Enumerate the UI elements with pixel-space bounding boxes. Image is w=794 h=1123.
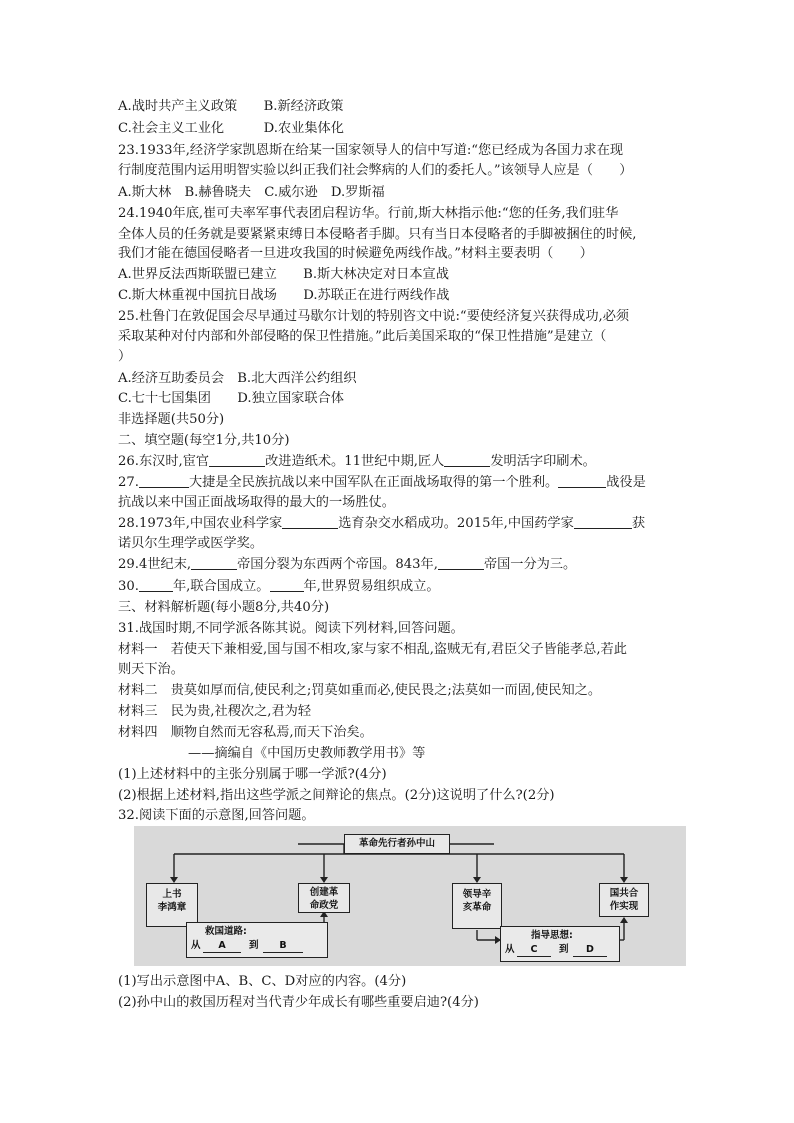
thought-title: 指导思想: [531, 930, 573, 941]
section-fill-blank: 二、填空题(每空1分,共10分) [118, 433, 290, 448]
material-4: 材料四 顺物自然而无容私焉,而天下治矣。 [118, 725, 373, 740]
q26-part3: 发明活字印刷术。 [490, 454, 596, 469]
thought-c: C [517, 943, 551, 957]
thought-d: D [573, 943, 607, 957]
q27-part3: 战役是 [606, 475, 646, 490]
diagram-box-party: 创建革 命政党 [298, 883, 350, 913]
road-title: 救国道路: [205, 926, 247, 937]
q22-options-ab: A.战时共产主义政策 B.新经济政策 [118, 99, 344, 114]
section-material: 三、材料解析题(每小题8分,共40分) [118, 600, 330, 615]
q23-stem-2: 行制度范围内运用明智实验以纠正我们社会弊病的人们的委托人。”该领导人应是（ ） [118, 163, 633, 178]
q30-part2: 年,联合国成立。 [172, 579, 270, 594]
material-2: 材料二 贵莫如厚而信,使民利之;罚莫如重而必,使民畏之;法莫如一而固,使民知之。 [118, 683, 602, 698]
material-3: 材料三 民为贵,社稷次之,君为轻 [118, 704, 312, 719]
q24-options-cd: C.斯大林重视中国抗日战场 D.苏联正在进行两线作战 [118, 288, 450, 303]
blank[interactable] [282, 515, 338, 529]
q30-part1: 30. [118, 579, 139, 594]
q25-stem-2: 采取某种对付内部和外部侵略的保卫性措施。”此后美国采取的“保卫性措施”是建立（ [118, 329, 607, 344]
q25-stem-1: 25.杜鲁门在敦促国会尽早通过马歇尔计划的特别咨文中说:“要使经济复兴获得成功,必须 [118, 309, 630, 324]
q28-part3: 获 [631, 516, 645, 531]
q27-cont: 抗战以来中国正面战场取得的最大的一场胜仗。 [118, 495, 395, 510]
blank[interactable] [270, 578, 304, 592]
q28 [118, 515, 645, 532]
diagram-road-box [186, 922, 328, 958]
material-1: 材料一 若使天下兼相爱,国与国不相攻,家与家不相乱,盗贼无有,君臣父子皆能孝总,若此 [118, 642, 627, 657]
blank[interactable] [574, 515, 632, 529]
q23-options: A.斯大林 B.赫鲁晓夫 C.威尔逊 D.罗斯福 [118, 185, 385, 200]
q32-sub1: (1)写出示意图中A、B、C、D对应的内容。(4分) [118, 974, 407, 989]
road-a: A [203, 939, 241, 953]
blank[interactable] [139, 578, 173, 592]
q29-part3: 帝国一分为三。 [483, 557, 577, 572]
q32-sub2: (2)孙中山的救国历程对当代青少年成长有哪些重要启迪?(4分) [118, 995, 479, 1010]
q25-options-cd: C.七十七国集团 D.独立国家联合体 [118, 391, 344, 406]
q31-sub1: (1)上述材料中的主张分别属于哪一学派?(4分) [118, 767, 387, 782]
q25-stem-3: ） [118, 349, 132, 364]
material-1-cont: 则天下治。 [118, 662, 184, 677]
road-b: B [263, 939, 303, 953]
road-to: 到 [249, 940, 259, 951]
blank[interactable] [444, 453, 490, 467]
blank[interactable] [558, 474, 606, 488]
road-from: 从 [191, 940, 201, 951]
q32-stem: 32.阅读下面的示意图,回答问题。 [118, 808, 315, 823]
q29 [118, 556, 576, 573]
q28-part1: 28.1973年,中国农业科学家 [118, 516, 283, 531]
q26 [118, 453, 596, 470]
thought-from: 从 [505, 944, 515, 955]
q26-part2: 改进造纸术。11世纪中期,匠人 [265, 454, 445, 469]
section-non-choice: 非选择题(共50分) [118, 412, 225, 427]
q28-part2: 选育杂交水稻成功。2015年,中国药学家 [338, 516, 574, 531]
q24-stem-2: 全体人员的任务就是要紧紧束缚日本侵略者手脚。只有当日本侵略者的手脚被捆住的时候, [118, 227, 637, 242]
diagram-thought-box [500, 926, 620, 962]
sun-yat-sen-diagram [134, 826, 686, 966]
q25-options-ab: A.经济互助委员会 B.北大西洋公约组织 [118, 371, 357, 386]
q27-part1: 27. [118, 475, 139, 490]
blank[interactable] [438, 556, 484, 570]
q31-sub2: (2)根据上述材料,指出这些学派之间辩论的焦点。(2分)这说明了什么?(2分) [118, 788, 555, 803]
q31-stem: 31.战国时期,不同学派各陈其说。阅读下列材料,回答问题。 [118, 621, 464, 636]
diagram-box-cooperation: 国共合 作实现 [599, 883, 649, 917]
q22-options-cd: C.社会主义工业化 D.农业集体化 [118, 121, 344, 136]
blank[interactable] [209, 453, 265, 467]
blank[interactable] [191, 556, 237, 570]
q30-part3: 年,世界贸易组织成立。 [303, 579, 440, 594]
q27 [118, 474, 646, 491]
q29-part2: 帝国分裂为东西两个帝国。843年, [237, 557, 438, 572]
q24-stem-3: 我们才能在德国侵略者一旦进攻我国的时候避免两线作战。”材料主要表明（ ） [118, 246, 593, 261]
diagram-box-revolution: 领导辛 亥革命 [452, 883, 502, 929]
thought-to: 到 [559, 944, 569, 955]
blank[interactable] [139, 474, 189, 488]
q23-stem-1: 23.1933年,经济学家凯恩斯在给某一国家领导人的信中写道:“您已经成为各国力求在现 [118, 143, 624, 158]
q26-part1: 26.东汉时,宦官 [118, 454, 210, 469]
diagram-box-letter: 上书 李鸿章 [146, 883, 198, 927]
q24-stem-1: 24.1940年底,崔可夫率军事代表团启程访华。行前,斯大林指示他:“您的任务,我们驻华 [118, 206, 619, 221]
q27-part2: 大捷是全民族抗战以来中国军队在正面战场取得的第一个胜利。 [188, 475, 559, 490]
source-note: ——摘编自《中国历史教师教学用书》等 [188, 746, 426, 761]
q28-cont: 诺贝尔生理学或医学奖。 [118, 536, 264, 551]
q30 [118, 578, 440, 595]
diagram-top-box: 革命先行者孙中山 [344, 834, 450, 854]
q24-options-ab: A.世界反法西斯联盟已建立 B.斯大林决定对日本宣战 [118, 267, 449, 282]
q29-part1: 29.4世纪末, [118, 557, 192, 572]
